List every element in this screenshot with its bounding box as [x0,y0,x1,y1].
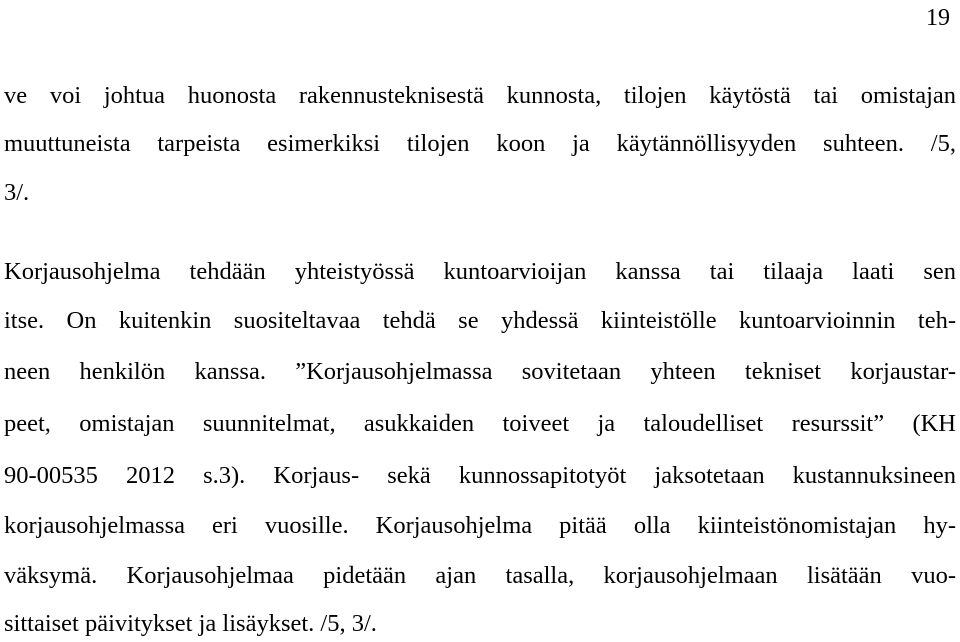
text-line: sittaiset päivitykset ja lisäykset. /5, 3/. [4,610,377,637]
text-line: peet, omistajan suunnitelmat, asukkaiden toiveet ja taloudelliset resurssit” (KH [4,410,956,437]
text-line: 90-00535 2012 s.3). Korjaus- sekä kunnossapitotyöt jaksotetaan kustannuksineen [4,462,956,489]
text-line: neen henkilön kanssa. ”Korjausohjelmassa sovitetaan yhteen tekniset korjaustar- [4,358,956,385]
text-line: väksymä. Korjausohjelmaa pidetään ajan tasalla, korjausohjelmaan lisätään vuo- [4,562,956,589]
text-line: Korjausohjelma tehdään yhteistyössä kuntoarvioijan kanssa tai tilaaja laati sen [4,258,956,285]
text-line: ve voi johtua huonosta rakennusteknisestä kunnosta, tilojen käytöstä tai omistajan [4,82,956,109]
text-line: korjausohjelmassa eri vuosille. Korjausohjelma pitää olla kiinteistönomistajan hy- [4,512,956,539]
text-line: itse. On kuitenkin suositeltavaa tehdä se yhdessä kiinteistölle kuntoarvioinnin teh- [4,307,956,334]
page-number: 19 [926,5,950,31]
text-line: 3/. [4,179,30,206]
text-line: muuttuneista tarpeista esimerkiksi tilojen koon ja käytännöllisyyden suhteen. /5, [4,130,956,157]
